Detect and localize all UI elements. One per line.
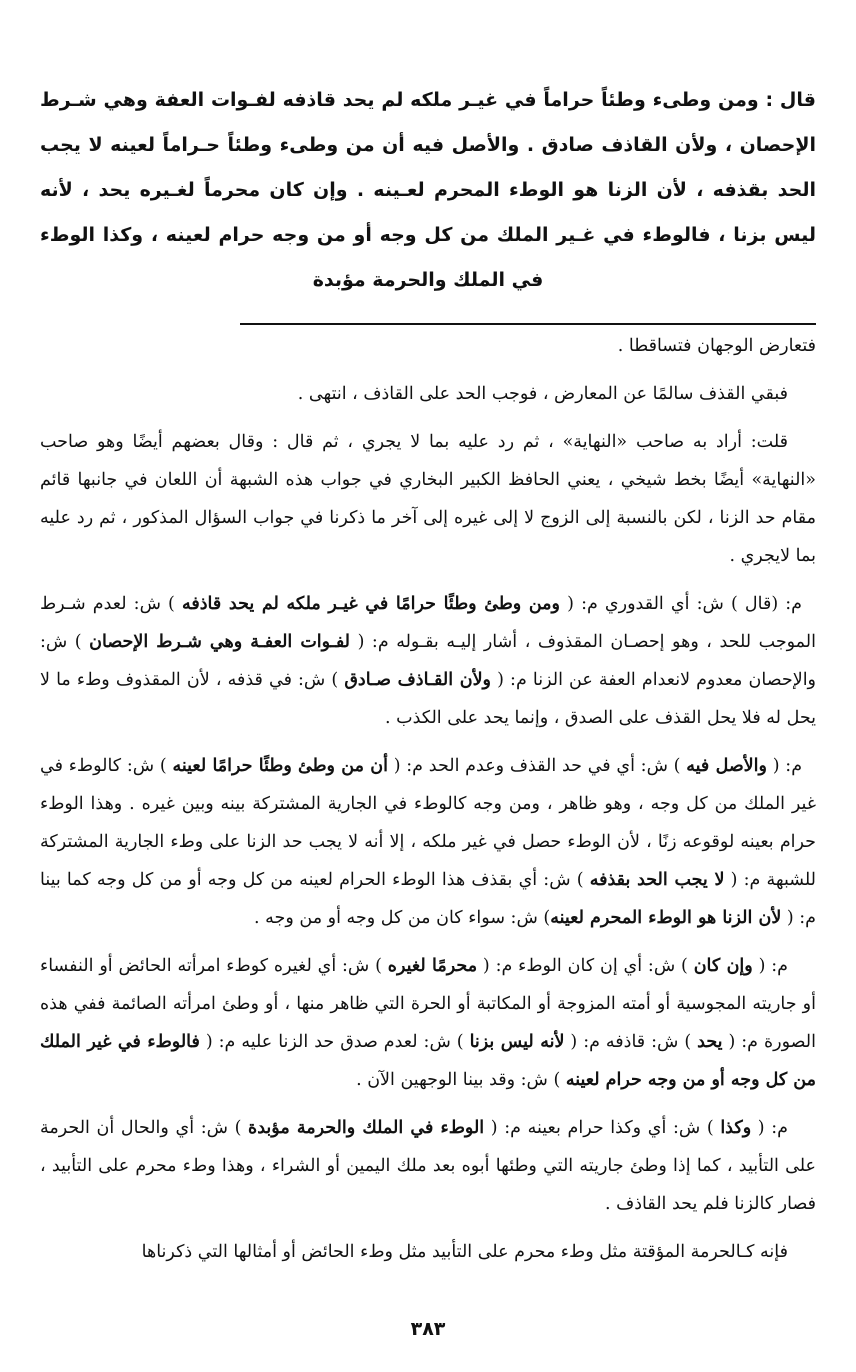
quoted-matn-text: لأنه ليس بزنا (469, 1032, 565, 1052)
commentary-text: ) ش: والإحصان معدوم لانعدام العفة عن الزنا م: ( (40, 632, 817, 690)
commentary-text: ) ش: لعدم صدق حد الزنا عليه م: ( (199, 1032, 470, 1052)
quoted-matn-text: ولأن القـاذف صـادق (344, 670, 492, 690)
commentary-text: ) ش: أي في حد القذف وعدم الحد م: ( (387, 756, 687, 776)
commentary-block (40, 327, 816, 1271)
commentary-paragraph-4 (40, 585, 816, 737)
quoted-matn-text: ومن وطئ وطئًا حرامًا في غيـر ملكه لم يحد قاذفه (182, 594, 560, 614)
commentary-text: م: (قال ) ش: أي القدوري م: ( (560, 594, 802, 614)
quoted-matn-text: والأصل فيه (686, 756, 767, 776)
matn-block (40, 78, 816, 303)
commentary-text: ) ش: قاذفه م: ( (564, 1032, 698, 1052)
commentary-text: م: ( (752, 956, 788, 976)
commentary-paragraph-2: فبقي القذف سالمًا عن المعارض ، فوجب الحد على القاذف ، انتهى . (297, 384, 788, 404)
quoted-matn-text: لا يجب الحد بقذفه (589, 870, 725, 890)
quoted-matn-text: الوطء في الملك والحرمة مؤبدة (248, 1118, 485, 1138)
commentary-text: م: ( (751, 1118, 788, 1138)
matn-text: قال : ومن وطىء وطئاً حراماً في غيـر ملكه لم يحد قاذفه لفـوات العفة وهي شـرط الإحصان ، ولأن القاذف صادق . والأصل فيه أن من وطىء وطئاً حـراماً لعينه لا يجب الحد بقذفه ، لأن الزنا هو الوطء المحرم لعـينه . وإن كان محرماً لغـيره يحد ، لأنه ليس بزنا ، فالوطء في غـير الملك من كل وجه أو من وجه حرام لعينه ، وكذا الوطء في الملك والحرمة مؤبدة (40, 89, 816, 291)
quoted-matn-text: أن من وطئ وطئًا حرامًا لعينه (172, 756, 388, 776)
commentary-text: ) ش: كالوطء في غير الملك من كل وجه ، وهو ظاهر ، ومن وجه كالوطء في الجارية المشتركة بينه وبين غيره . وهذا الوطء حرام بعينه لوقوعه زنًا ، لأن الوطء حصل في غير ملكه ، إلا أنه لا يجب حد الزنا على وطء الجارية المشتركة للشبهة م: ( (40, 756, 816, 890)
commentary-paragraph-5 (40, 747, 816, 937)
commentary-text: ) ش: لعدم شـرط الموجب للحد ، وهو إحصـان المقذوف ، أشار إليـه بقـوله م: ( (40, 594, 816, 652)
quoted-matn-text: يحد (697, 1032, 723, 1052)
quoted-matn-text: محرمًا لغيره (387, 956, 478, 976)
book-page (40, 78, 816, 1271)
separator-rule (240, 323, 816, 325)
quoted-matn-text: وكذا (720, 1118, 752, 1138)
commentary-text: ) ش: أي إن كان الوطء م: ( (477, 956, 694, 976)
page-number: ٣٨٣ (410, 1318, 446, 1340)
commentary-paragraph-3: قلت: أراد به صاحب «النهاية» ، ثم رد عليه بما لا يجري ، ثم قال : وقال بعضهم أيضًا وهو صاحب «النهاية» أيضًا بخط شيخي ، يعني الحافظ الكبير البخاري في جواب هذه الشبهة أن اللعان في جانبها قائم مقام حد الزنا ، لكن بالنسبة إلى الزوج لا إلى غيره إلى آخر ما ذكرنا في جواب السؤال المذكور ، ثم رد عليه بما لايجري . (40, 432, 816, 566)
commentary-text: ) ش: أي لغيره كوطء امرأته الحائض أو النفساء أو جاريته المجوسية أو أمته المزوجة أو المكاتبة أو الحرة التي ظاهر منها ، أو وطئ امرأته الصائمة ففي هذه الصورة م: ( (40, 956, 816, 1052)
commentary-paragraph-8: فإنه كـالحرمة المؤقتة مثل وطء محرم على التأبيد مثل وطء الحائض أو أمثالها التي ذكرناها (141, 1242, 788, 1262)
commentary-text: ) ش: سواء كان من كل وجه أو من وجه . (254, 908, 551, 928)
quoted-matn-text: لفـوات العفـة وهي شـرط الإحصان (89, 632, 351, 652)
commentary-text: ) ش: وقد بينا الوجهين الآن . (356, 1070, 566, 1090)
quoted-matn-text: فالوطء في غير الملك من كل وجه أو من وجه حرام لعينه (40, 1032, 816, 1090)
commentary-text: ) ش: أي وكذا حرام بعينه م: ( (484, 1118, 721, 1138)
commentary-paragraph-1: فتعارض الوجهان فتساقطا . (617, 336, 816, 356)
commentary-text: م: ( (766, 756, 803, 776)
quoted-matn-text: لأن الزنا هو الوطء المحرم لعينه (550, 908, 782, 928)
quoted-matn-text: وإن كان (693, 956, 753, 976)
commentary-text: ) ش: في قذفه ، لأن المقذوف وطء ما لا يحل له فلا يحل القذف على الصدق ، وإنما يحد على الكذب . (40, 670, 816, 728)
commentary-text: ) ش: أي والحال أن الحرمة على التأبيد ، كما إذا وطئ جاريته التي وطئها أبوه بعد ملك اليمين أو الشراء ، وهذا وطء محرم على التأبيد ، فصار كالزنا فلم يحد القاذف . (40, 1118, 816, 1214)
commentary-paragraph-6 (40, 947, 816, 1099)
commentary-text: ) ش: أي بقذف هذا الوطء الحرام لعينه من كل وجه أو من كل وجه كما بينا م: ( (40, 870, 816, 928)
commentary-paragraph-7 (40, 1109, 816, 1223)
